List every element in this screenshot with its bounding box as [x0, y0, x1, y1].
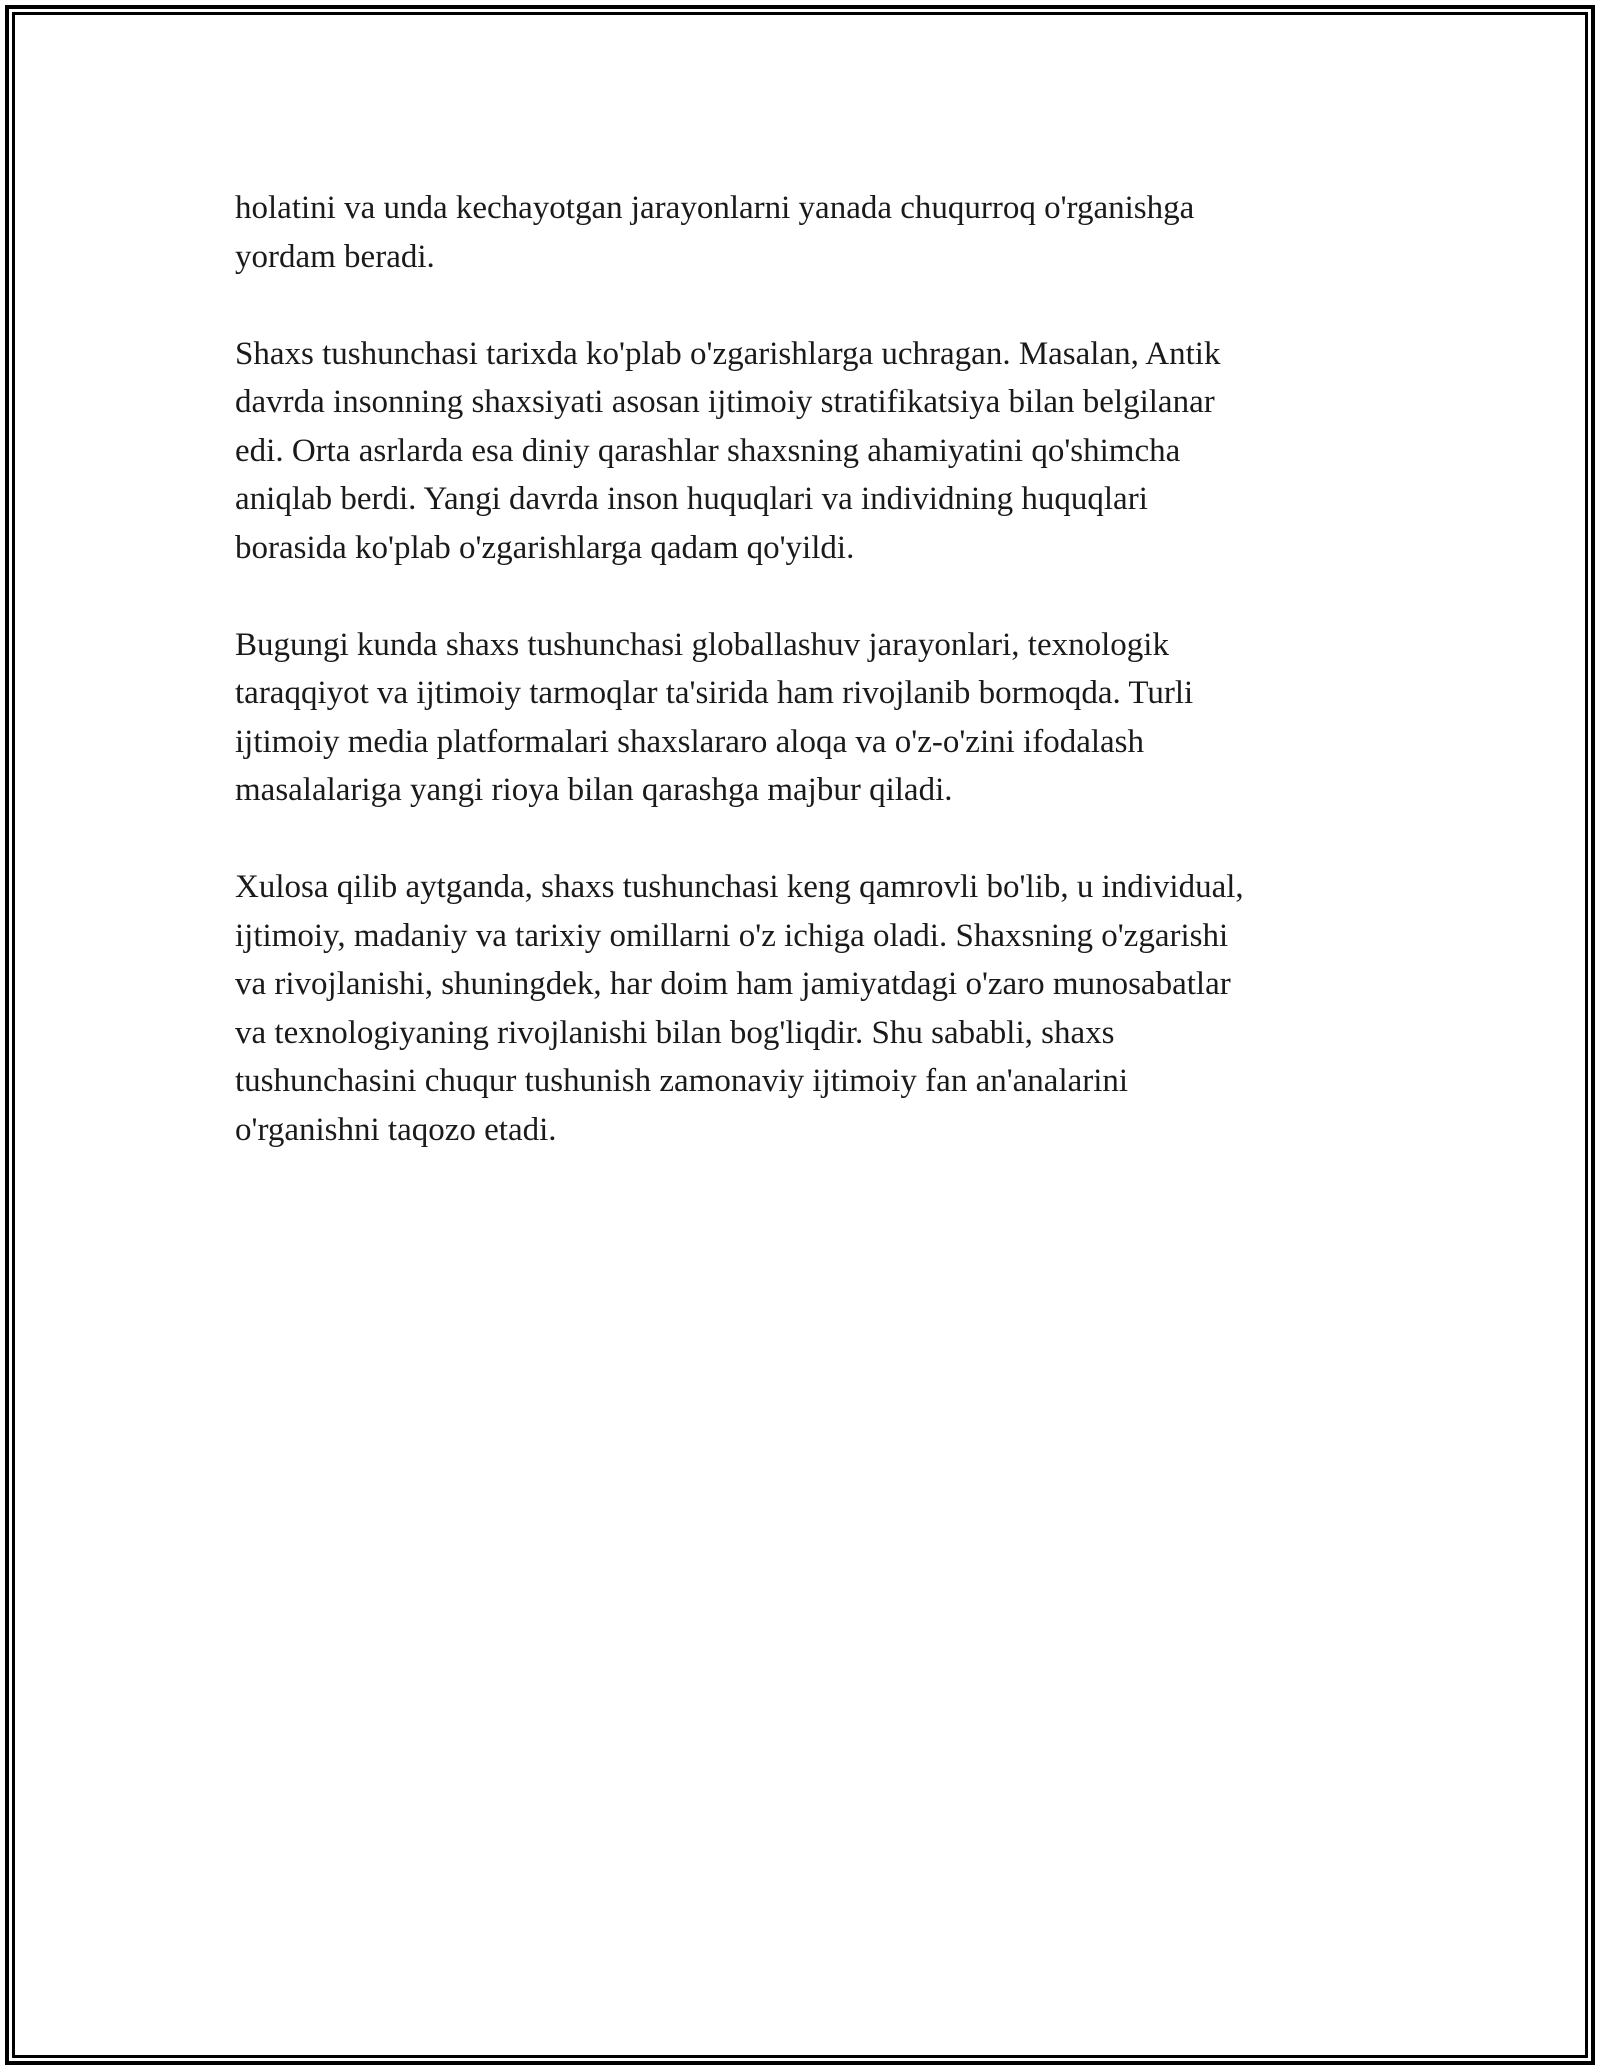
paragraph-2: Shaxs tushunchasi tarixda ko'plab o'zgarishlarga uchragan. Masalan, Antik davrda insonning shaxsiyati asosan ijtimoiy stratifikatsiya bilan belgilanar edi. Orta asrlarda esa diniy qarashlar shaxsning ahamiyatini qo'shimcha aniqlab berdi. Yangi davrda inson huquqlari va individning huquqlari borasida ko'plab o'zgarishlarga qadam qo'yildi. [235, 335, 1221, 566]
paragraph-3: Bugungi kunda shaxs tushunchasi globallashuv jarayonlari, texnologik taraqqiyot va ijtimoiy tarmoqlar ta'sirida ham rivojlanib bormoqda. Turli ijtimoiy media platformalari shaxslararo aloqa va o'z-o'zini ifodalash masalalariga yangi rioya bilan qarashga majbur qiladi. [235, 626, 1194, 808]
document-body [235, 184, 1365, 1203]
paragraph-1: holatini va unda kechayotgan jarayonlarni yanada chuqurroq o'rganishga yordam beradi. [235, 190, 1195, 275]
paragraph-4: Xulosa qilib aytganda, shaxs tushunchasi keng qamrovli bo'lib, u individual, ijtimoiy, madaniy va tarixiy omillarni o'z ichiga oladi. Shaxsning o'zgarishi va rivojlanishi, shuningdek, har doim ham jamiyatdagi o'zaro munosabatlar va texnologiyaning rivojlanishi bilan bog'liqdir. Shu sababli, shaxs tushunchasini chuqur tushunish zamonaviy ijtimoiy fan an'analarini o'rganishni taqozo etadi. [235, 869, 1244, 1148]
